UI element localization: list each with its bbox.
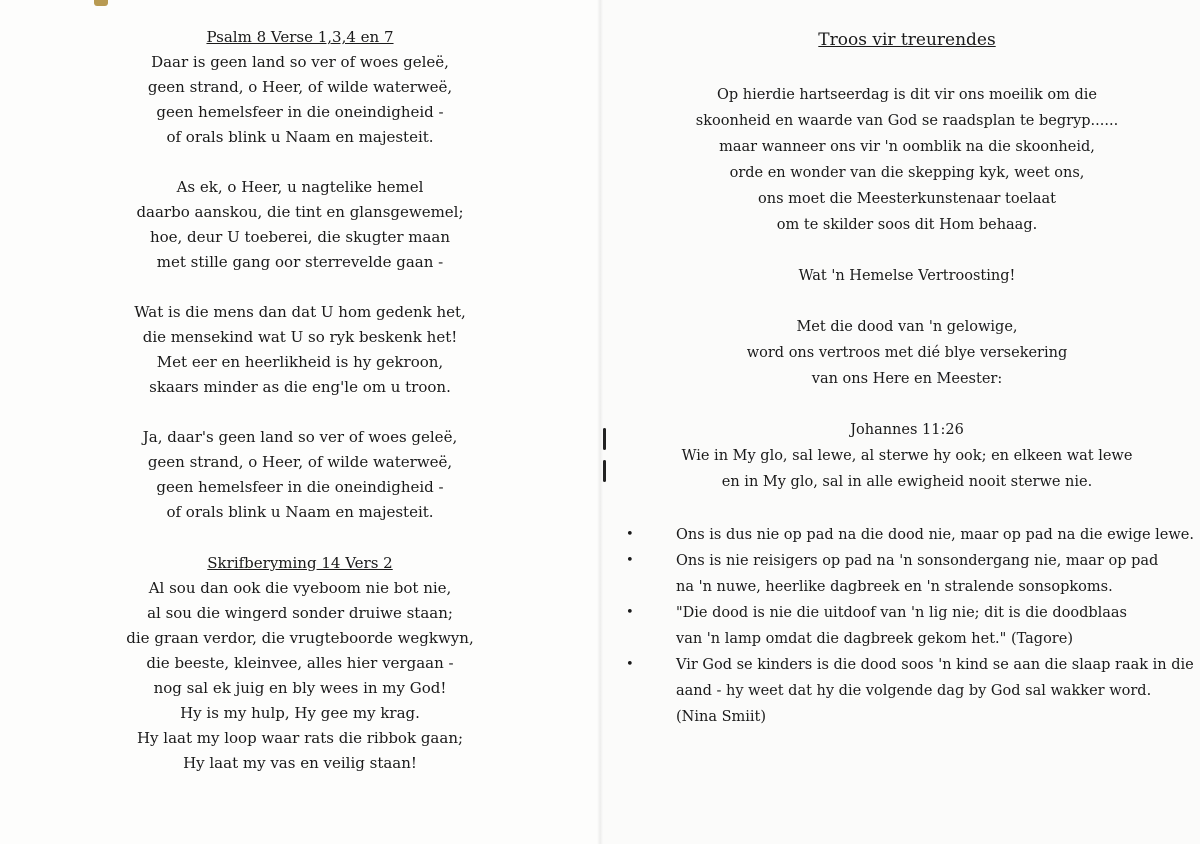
bullet-line: (Nina Smiit) — [676, 709, 767, 725]
text-line: Met die dood van 'n gelowige, — [796, 319, 1018, 335]
psalm-line: geen strand, o Heer, of wilde waterweë, — [147, 453, 453, 471]
bullet-icon: • — [626, 605, 634, 620]
psalm-stanza — [100, 300, 500, 400]
psalm-line: geen hemelsfeer in die oneindigheid - — [156, 478, 444, 496]
bullet-item — [620, 652, 1194, 730]
text-line: Op hierdie hartseerdag is dit vir ons moeilik om die — [717, 87, 1097, 103]
bullet-list — [620, 522, 1194, 730]
bullet-icon: • — [626, 553, 634, 568]
bullet-item — [620, 548, 1180, 600]
psalm-line: geen hemelsfeer in die oneindigheid - — [156, 103, 444, 121]
psalm-line: of orals blink u Naam en majesteit. — [166, 128, 434, 146]
text-line: Wat 'n Hemelse Vertroosting! — [798, 268, 1016, 284]
staple-mark — [603, 428, 606, 450]
psalm-stanza — [100, 175, 500, 275]
right-column — [680, 28, 1134, 495]
psalm-heading: Psalm 8 Verse 1,3,4 en 7 — [206, 28, 394, 46]
page-title: Troos vir treurendes — [818, 30, 996, 50]
psalm-line: Ja, daar's geen land so ver of woes geleë, — [142, 428, 458, 446]
psalm-line: Wat is die mens dan dat U hom gedenk het, — [134, 303, 466, 321]
verse-line: Hy is my hulp, Hy gee my krag. — [180, 704, 420, 722]
psalm-line: die mensekind wat U so ryk beskenk het! — [142, 328, 458, 346]
intro-paragraph — [680, 82, 1134, 238]
text-line: om te skilder soos dit Hom behaag. — [776, 217, 1038, 233]
verse-line: al sou die wingerd sonder druiwe staan; — [147, 604, 453, 622]
bullet-line: Vir God se kinders is die dood soos 'n kind se aan die slaap raak in die — [676, 657, 1194, 673]
text-line: en in My glo, sal in alle ewigheid nooit sterwe nie. — [721, 474, 1093, 490]
bullet-item — [620, 522, 1194, 548]
page-fold — [597, 0, 603, 844]
bullet-line: Ons is dus nie op pad na die dood nie, maar op pad na die ewige lewe. — [676, 527, 1194, 543]
psalm-line: Met eer en heerlikheid is hy gekroon, — [156, 353, 444, 371]
psalm-line: of orals blink u Naam en majesteit. — [166, 503, 434, 521]
verse-line: Hy laat my vas en veilig staan! — [183, 754, 417, 772]
scripture-quote — [680, 417, 1134, 495]
bullet-icon: • — [626, 527, 634, 542]
bullet-line: "Die dood is nie die uitdoof van 'n lig nie; dit is die doodblaas — [676, 605, 1128, 621]
text-line: skoonheid en waarde van God se raadsplan te begryp...... — [695, 113, 1119, 129]
psalm-line: daarbo aanskou, die tint en glansgewemel; — [136, 203, 464, 221]
verse-line: die graan verdor, die vrugteboorde wegkwyn, — [126, 629, 474, 647]
psalm-line: met stille gang oor sterrevelde gaan - — [156, 253, 444, 271]
text-line: Wie in My glo, sal lewe, al sterwe hy ook; en elkeen wat lewe — [681, 448, 1133, 464]
verse-line: nog sal ek juig en bly wees in my God! — [153, 679, 447, 697]
bullet-line: na 'n nuwe, heerlike dagbreek en 'n stralende sonsopkoms. — [676, 579, 1113, 595]
skrifberyming-verse — [100, 576, 500, 776]
verse-line: Al sou dan ook die vyeboom nie bot nie, — [148, 579, 452, 597]
bullet-item — [620, 600, 1180, 652]
staple-mark — [603, 460, 606, 482]
psalm-line: Daar is geen land so ver of woes geleë, — [151, 53, 449, 71]
psalm-line: As ek, o Heer, u nagtelike hemel — [176, 178, 424, 196]
text-line: ons moet die Meesterkunstenaar toelaat — [758, 191, 1056, 207]
exclamation-paragraph — [680, 263, 1134, 289]
text-line: maar wanneer ons vir 'n oomblik na die skoonheid, — [719, 139, 1095, 155]
scripture-reference: Johannes 11:26 — [850, 422, 964, 438]
binder-clip-mark — [94, 0, 108, 6]
psalm-stanza — [100, 425, 500, 525]
psalm-line: hoe, deur U toeberei, die skugter maan — [149, 228, 451, 246]
comfort-paragraph — [680, 314, 1134, 392]
verse-line: Hy laat my loop waar rats die ribbok gaan; — [136, 729, 464, 747]
text-line: word ons vertroos met dié blye versekering — [746, 345, 1068, 361]
text-line: van ons Here en Meester: — [811, 371, 1003, 387]
bullet-line: Ons is nie reisigers op pad na 'n sonsondergang nie, maar op pad — [676, 553, 1159, 569]
psalm-line: skaars minder as die eng'le om u troon. — [149, 378, 451, 396]
left-column — [100, 24, 500, 776]
text-line: orde en wonder van die skepping kyk, weet ons, — [729, 165, 1085, 181]
psalm-stanza — [100, 50, 500, 150]
skrifberyming-heading: Skrifberyming 14 Vers 2 — [207, 554, 393, 572]
psalm-line: geen strand, o Heer, of wilde waterweë, — [147, 78, 453, 96]
bullet-line: aand - hy weet dat hy die volgende dag by God sal wakker word. — [676, 683, 1152, 699]
bullet-icon: • — [626, 657, 634, 672]
verse-line: die beeste, kleinvee, alles hier vergaan - — [146, 654, 454, 672]
bullet-line: van 'n lamp omdat die dagbreek gekom het." (Tagore) — [676, 631, 1073, 647]
